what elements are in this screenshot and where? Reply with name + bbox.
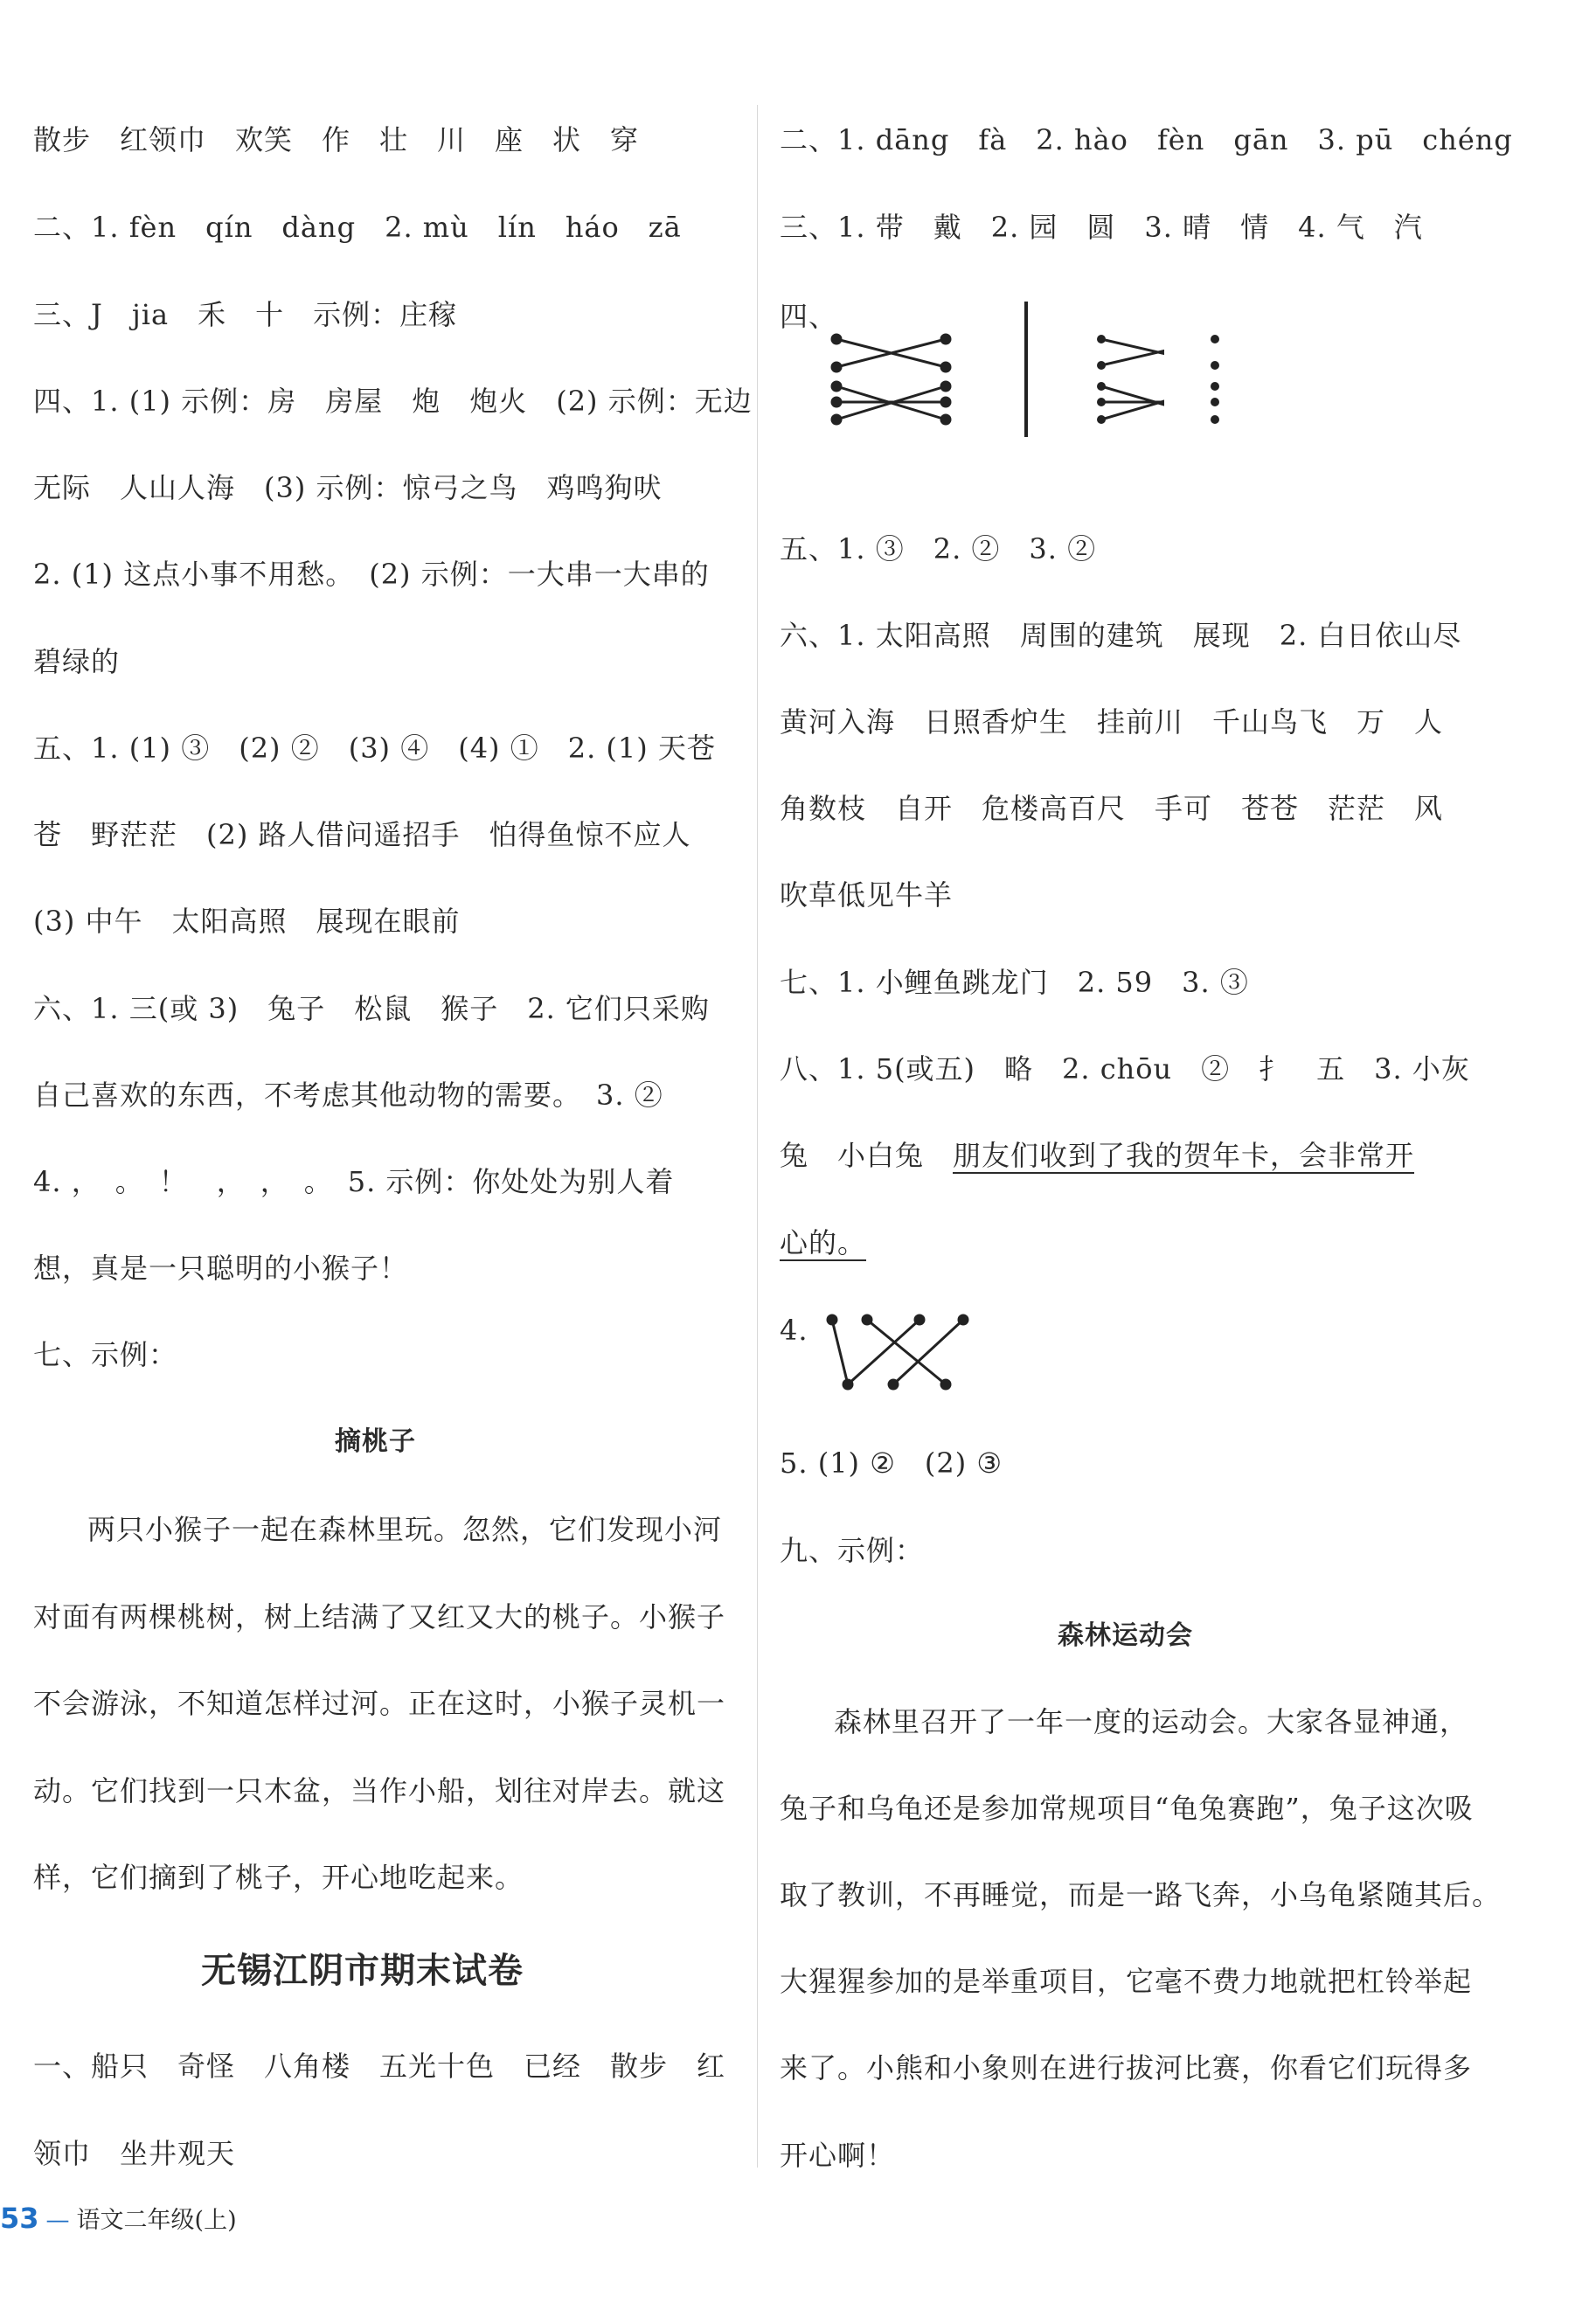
answer-line: 一、船只 奇怪 八角楼 五光十色 已经 散步 红 [33, 2050, 726, 2083]
essay-line: 样，它们摘到了桃子，开心地吃起来。 [33, 1861, 524, 1894]
answer-line: 4. ， 。 ！ ， ， 。 5. 示例：你处处为别人着 [33, 1165, 675, 1198]
answer-line: 黄河入海 日照香炉生 挂前川 千山鸟飞 万 人 [780, 705, 1444, 739]
essay-line: 兔子和乌龟还是参加常规项目“龟兔赛跑”，兔子这次吸 [780, 1792, 1474, 1825]
answer-line: 5. (1) ② (2) ③ [780, 1446, 1003, 1480]
section-title: 无锡江阴市期末试卷 [201, 1951, 524, 1991]
column-divider [757, 105, 758, 2168]
essay-line: 取了教训，不再睡觉，而是一路飞奔，小乌龟紧随其后。 [780, 1878, 1502, 1911]
essay-title: 森林运动会 [1058, 1620, 1193, 1651]
answer-line: (3) 中午 太阳高照 展现在眼前 [33, 905, 461, 938]
answer-line: 七、1. 小鲤鱼跳龙门 2. 59 3. ③ [780, 966, 1249, 999]
answer-line: 2. (1) 这点小事不用愁。 (2) 示例：一大串一大串的 [33, 558, 710, 591]
answer-line: 领巾 坐井观天 [33, 2137, 236, 2170]
essay-line: 森林里召开了一年一度的运动会。大家各显神通， [834, 1705, 1469, 1738]
answer-line: 八、1. 5(或五) 略 2. chōu ② 扌 五 3. 小灰 [780, 1052, 1470, 1086]
answer-line: 六、1. 三(或 3) 兔子 松鼠 猴子 2. 它们只采购 [33, 992, 710, 1025]
answer-line [780, 1225, 866, 1260]
essay-line: 动。它们找到一只木盆，当作小船，划往对岸去。就这 [33, 1774, 726, 1807]
essay-line: 不会游泳，不知道怎样过河。正在这时，小猴子灵机一 [33, 1687, 726, 1720]
answer-line: 角数枝 自开 危楼高百尺 手可 苍苍 茫茫 风 [780, 792, 1444, 825]
matching-lines-diagram-4 [823, 1302, 998, 1398]
answer-line: 自己喜欢的东西，不考虑其他动物的需要。 3. ② [33, 1079, 663, 1112]
answer-line: 九、示例： [780, 1534, 925, 1567]
answer-line: 四、1. (1) 示例：房 房屋 炮 炮火 (2) 示例：无边 [33, 385, 753, 418]
answer-line: 苍 野茫茫 (2) 路人借问遥招手 怕得鱼惊不应人 [33, 818, 691, 851]
essay-line: 两只小猴子一起在森林里玩。忽然，它们发现小河 [87, 1513, 723, 1546]
page-footer [0, 2202, 237, 2237]
answer-line: 吹草低见牛羊 [780, 878, 954, 912]
answer-line: 五、1. ③ 2. ② 3. ② [780, 532, 1097, 565]
answer-line: 三、J jia 禾 十 示例：庄稼 [33, 298, 458, 331]
answer-line: 二、1. dāng fà 2. hào fèn gān 3. pū chéng [780, 123, 1513, 156]
essay-line: 对面有两棵桃树，树上结满了又红又大的桃子。小猴子 [33, 1600, 726, 1634]
answer-text: 兔 小白兔 [780, 1139, 954, 1172]
answer-line: 五、1. (1) ③ (2) ② (3) ④ (4) ① 2. (1) 天苍 [33, 732, 716, 765]
page-number: 53 [0, 2202, 39, 2235]
answer-line: 4. [780, 1314, 808, 1347]
matching-lines-diagram-right-dots [1094, 288, 1234, 446]
answer-line: 二、1. fèn qín dàng 2. mù lín háo zā [33, 211, 682, 244]
answer-line: 七、示例： [33, 1338, 178, 1371]
answer-line: 想，真是一只聪明的小猴子！ [33, 1252, 409, 1285]
answer-line: 六、1. 太阳高照 周围的建筑 展现 2. 白日依山尽 [780, 619, 1462, 652]
essay-title: 摘桃子 [335, 1426, 416, 1457]
underlined-answer: 朋友们收到了我的贺年卡，会非常开 [953, 1139, 1415, 1172]
essay-line: 大猩猩参加的是举重项目，它毫不费力地就把杠铃举起 [780, 1965, 1473, 1998]
underlined-answer: 心的。 [780, 1226, 867, 1259]
footer-subject: 语文二年级(上) [76, 2207, 237, 2234]
answer-line: 无际 人山人海 (3) 示例：惊弓之鸟 鸡鸣狗吠 [33, 471, 663, 504]
answer-line: 四、 [780, 300, 838, 333]
answer-line [780, 1138, 1414, 1173]
answer-line: 三、1. 带 戴 2. 园 圆 3. 晴 情 4. 气 汽 [780, 211, 1423, 244]
footer-dash: — [45, 2207, 70, 2234]
answer-line: 碧绿的 [33, 645, 121, 678]
essay-line: 来了。小熊和小象则在进行拔河比赛，你看它们玩得多 [780, 2051, 1473, 2084]
essay-line: 开心啊！ [780, 2139, 896, 2172]
answer-line: 散步 红领巾 欢笑 作 壮 川 座 状 穿 [33, 123, 640, 156]
